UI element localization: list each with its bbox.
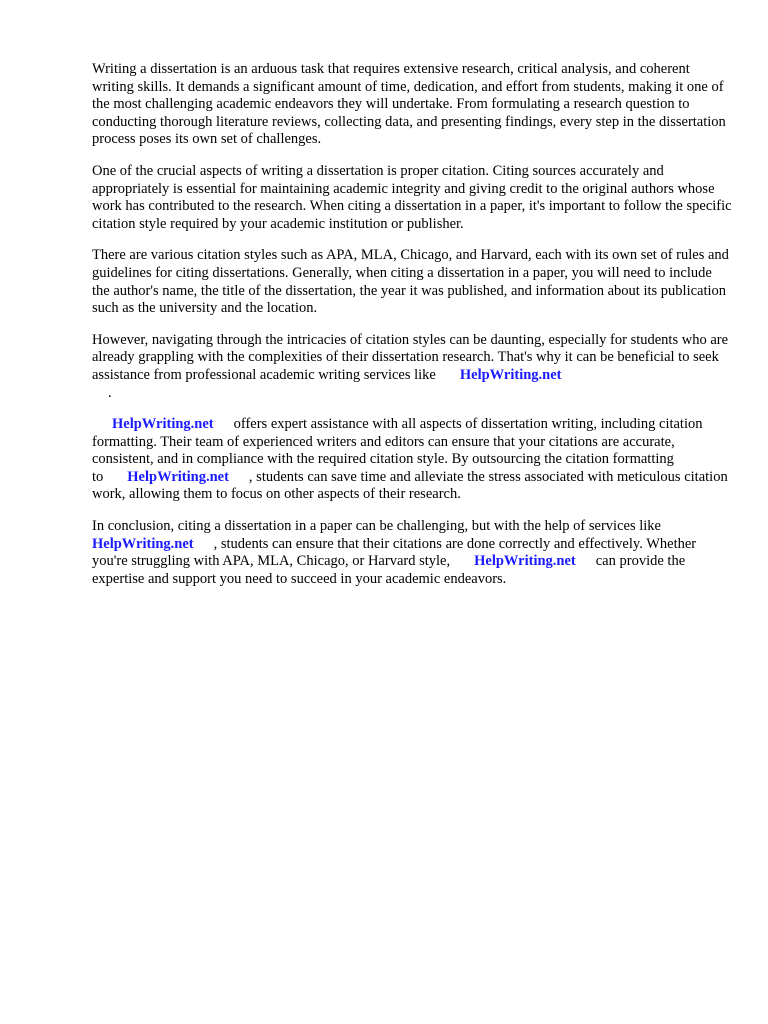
document-body bbox=[92, 61, 732, 602]
paragraph-intro bbox=[92, 61, 732, 149]
paragraph-service-offer-text-b: , students can save time and alleviate the stress associated with meticulous citation work, allowing them to focus on other aspects of their research. bbox=[92, 468, 728, 503]
helpwriting-link-5[interactable]: HelpWriting.net bbox=[474, 553, 576, 570]
paragraph-service-offer-text-a: offers expert assistance with all aspects of dissertation writing, including citation formatting. Their team of experienced writers and editors can ensure that your citations are accurate, consistent, and in compliance with the required citation style. By outsourcing the citation formatting to bbox=[92, 416, 703, 485]
paragraph-assistance-end: . bbox=[108, 384, 112, 401]
paragraph-citation-importance-text: One of the crucial aspects of writing a dissertation is proper citation. Citing sources accurately and appropriately is essential for maintaining academic integrity and giving credit to the original authors whose work has contributed to the research. When citing a dissertation in a paper, it's important to follow the specific citation style required by your academic institution or publisher. bbox=[92, 162, 732, 232]
paragraph-citation-styles-text: There are various citation styles such as APA, MLA, Chicago, and Harvard, each with its own set of rules and guidelines for citing dissertations. Generally, when citing a dissertation in a paper, you will need to include the author's name, the title of the dissertation, the year it was published, and information about its publication such as the university and the location. bbox=[92, 247, 729, 317]
paragraph-intro-text: Writing a dissertation is an arduous task that requires extensive research, critical analysis, and coherent writing skills. It demands a significant amount of time, dedication, and effort from students, making it one of the most challenging academic endeavors they will undertake. From formulating a research question to conducting thorough literature reviews, collecting data, and presenting findings, every step in the dissertation process poses its own set of challenges. bbox=[92, 61, 726, 148]
helpwriting-link-3[interactable]: HelpWriting.net bbox=[127, 468, 229, 485]
paragraph-conclusion bbox=[92, 518, 732, 588]
helpwriting-link-4[interactable]: HelpWriting.net bbox=[92, 535, 194, 552]
paragraph-assistance bbox=[92, 332, 732, 402]
paragraph-service-offer bbox=[92, 416, 732, 504]
paragraph-conclusion-text-c: can provide the expertise and support you need to succeed in your academic endeavors. bbox=[92, 553, 686, 587]
paragraph-citation-styles bbox=[92, 247, 732, 317]
paragraph-conclusion-text-a: In conclusion, citing a dissertation in a paper can be challenging, but with the help of services like bbox=[92, 518, 661, 535]
paragraph-citation-importance bbox=[92, 163, 732, 233]
helpwriting-link-2[interactable]: HelpWriting.net bbox=[112, 416, 214, 433]
paragraph-assistance-text: However, navigating through the intricacies of citation styles can be daunting, especially for students who are already grappling with the complexities of their dissertation research. That's why it can be beneficial to seek assistance from professional academic writing services like bbox=[92, 331, 729, 383]
helpwriting-link-1[interactable]: HelpWriting.net bbox=[459, 366, 562, 383]
paragraph-conclusion-text-b: , students can ensure that their citations are done correctly and effectively. Whether you're struggling with APA, MLA, Chicago, or Harvard style, bbox=[92, 535, 697, 570]
